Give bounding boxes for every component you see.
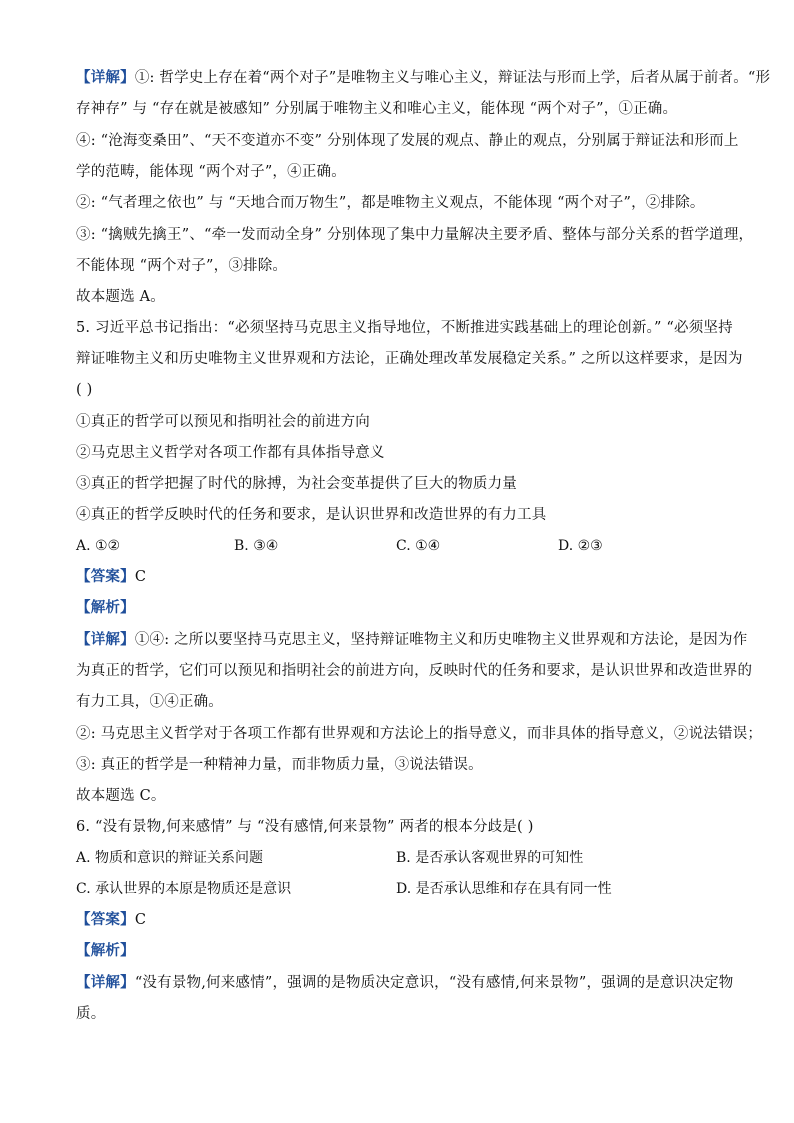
q4-detail-line-6: ③: “擒贼先擒王”、“牵一发而动全身” 分别体现了集中力量解决主要矛盾、整体与部分关系的哲学道理，	[76, 227, 754, 243]
q5-item-3: ③真正的哲学把握了时代的脉搏，为社会变革提供了巨大的物质力量	[76, 476, 517, 492]
q5-item-2: ②马克思主义哲学对各项工作都有具体指导意义	[76, 445, 385, 461]
q4-detail-line-4: 学的范畴，能体现 “两个对子”，④正确。	[76, 164, 346, 180]
q6-option-a: A. 物质和意识的辩证关系问题	[76, 850, 264, 866]
answer-value: C	[134, 912, 147, 928]
q5-detail-line-5: ③: 真正的哲学是一种精神力量，而非物质力量，③说法错误。	[76, 757, 483, 773]
q6-stem: 6. “没有景物,何来感情” 与 “没有感情,何来景物” 两者的根本分歧是( )	[76, 819, 534, 835]
q6-option-b: B. 是否承认客观世界的可知性	[396, 850, 584, 866]
q4-detail-line-7: 不能体现 “两个对子”，③排除。	[76, 258, 288, 274]
q6-detail-line-2: 质。	[76, 1006, 106, 1022]
q5-stem-line-2: 辩证唯物主义和历史唯物主义世界观和方法论，正确处理改革发展稳定关系。” 之所以这样要求，是因为	[76, 351, 743, 367]
q5-item-4: ④真正的哲学反映时代的任务和要求，是认识世界和改造世界的有力工具	[76, 507, 547, 523]
q5-detail-line-4: ②: 马克思主义哲学对于各项工作都有世界观和方法论上的指导意义，而非具体的指导意义，②说法错误；	[76, 726, 763, 742]
q5-stem-line-1: 5. 习近平总书记指出：“必须坚持马克思主义指导地位，不断推进实践基础上的理论创新。” “必须坚持	[76, 320, 733, 336]
analysis-tag: 【解析】	[76, 942, 135, 959]
q5-item-1: ①真正的哲学可以预见和指明社会的前进方向	[76, 414, 370, 430]
answer-value: C	[134, 569, 147, 585]
q5-option-c: C. ①④	[396, 538, 441, 554]
q6-answer	[76, 910, 726, 930]
q6-analysis-heading	[76, 941, 726, 961]
q6-option-c: C. 承认世界的本原是物质还是意识	[76, 881, 292, 897]
q5-answer	[76, 567, 726, 587]
q6-option-d: D. 是否承认思维和存在具有同一性	[396, 881, 612, 897]
q4-detail-line-2: 存神存” 与 “存在就是被感知” 分别属于唯物主义和唯心主义，能体现 “两个对子”，①正确。	[76, 101, 678, 117]
q5-conclusion: 故本题选 C。	[76, 788, 166, 804]
detail-tag: 【详解】	[76, 69, 135, 86]
detail-tag: 【详解】	[76, 631, 135, 648]
q5-analysis-heading	[76, 598, 726, 618]
q4-conclusion: 故本题选 A。	[76, 289, 165, 305]
analysis-tag: 【解析】	[76, 599, 135, 616]
q5-option-d: D. ②③	[558, 538, 603, 554]
q4-detail-line-3: ④: “沧海变桑田”、“天不变道亦不变” 分别体现了发展的观点、静止的观点，分别属于辩证法和形而上	[76, 133, 739, 149]
q5-detail-line-3: 有力工具，①④正确。	[76, 694, 223, 710]
q4-detail-line-5: ②: “气者理之依也” 与 “天地合而万物生”，都是唯物主义观点，不能体现 “两个对子”，②排除。	[76, 195, 705, 211]
q4-detail-line-1: 【详解】①: 哲学史上存在着“两个对子”是唯物主义与唯心主义，辩证法与形而上学，后者从属于前者。“形	[76, 69, 771, 86]
q6-detail-line-1: 【详解】“没有景物,何来感情”，强调的是物质决定意识，“没有感情,何来景物”，强调的是意识决定物	[76, 974, 734, 991]
q5-detail-line-2: 为真正的哲学，它们可以预见和指明社会的前进方向，反映时代的任务和要求，是认识世界和改造世界的	[76, 663, 753, 679]
answer-tag: 【答案】	[76, 911, 135, 928]
q5-option-b: B. ③④	[234, 538, 279, 554]
q5-option-a: A. ①②	[76, 538, 121, 554]
answer-tag: 【答案】	[76, 568, 135, 585]
q5-detail-line-1: 【详解】①④: 之所以要坚持马克思主义，坚持辩证唯物主义和历史唯物主义世界观和方法论，是因为作	[76, 631, 748, 648]
detail-tag: 【详解】	[76, 974, 135, 991]
q5-stem-line-3: ( )	[76, 382, 93, 398]
